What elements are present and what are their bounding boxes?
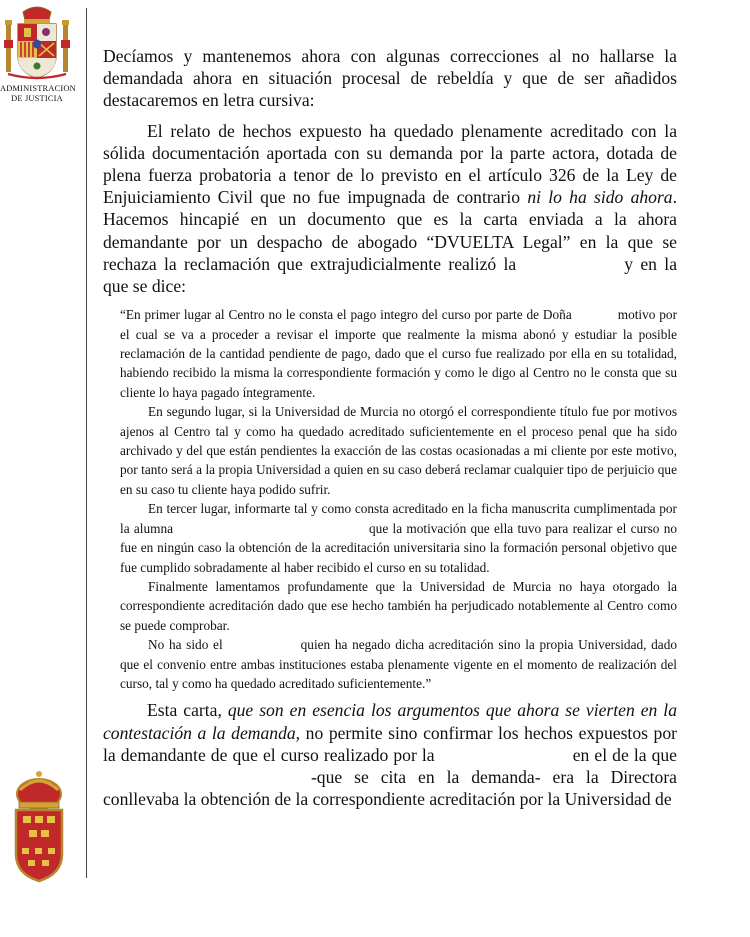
conclusion-text-2: en el <box>572 744 608 765</box>
seal-caption <box>0 84 74 104</box>
conclusion-text-4: -que se cita en la demanda- era la Directora conllevaba la obtención de la correspondiente acreditación por la Universidad de <box>103 766 677 810</box>
quote-3-text-a: En tercer lugar, informarte tal y como consta acreditado en la ficha manuscrita cumplimentada por la alumna <box>120 501 677 536</box>
quote-5-text-b: quien ha negado dicha acreditación sino la propia Universidad, dado que el convenio entre ambas instituciones estaba plenamente vigente en el momento de realización del curso, tal y como ha quedado acreditado suficientemente.” <box>120 637 677 691</box>
seal-caption-line1: ADMINISTRACION <box>0 84 76 93</box>
quote-paragraph-3 <box>120 499 677 577</box>
quote-paragraph-4: Finalmente lamentamos profundamente que la Universidad de Murcia no haya otorgado la correspondiente acreditación dado que ese hecho también ha perjudicado notablemente al Centro como se puede comprobar. <box>120 578 677 633</box>
quote-3-text-b: que la motivación que ella tuvo para realizar el curso no fue en ningún caso la obtención de la acreditación universitaria sino la formación personal objetivo que fue cumplido sobradamente al haber recibido el curso en su totalidad. <box>120 520 677 575</box>
facts-italic: ni lo ha sido ahora <box>527 187 673 208</box>
quote-paragraph-5 <box>120 635 677 693</box>
conclusion-text-1: no permite sino confirmar los hechos expuestos por la demandante de que el curso realizado por la <box>103 722 677 765</box>
quote-1-text-a: “En primer lugar al Centro no le consta el pago integro del curso por parte de Doña <box>120 307 572 323</box>
document-body <box>103 45 677 810</box>
quote-paragraph-1 <box>120 305 677 402</box>
quote-5-text-a: No ha sido el <box>148 637 223 653</box>
murcia-coat-of-arms-icon <box>10 768 68 883</box>
conclusion-italic: que son en esencia los argumentos que ahora se vierten en la contestación a la demanda, <box>103 700 677 743</box>
facts-text-2: . Hacemos hincapié en un documento que es la carta enviada a la ahora demandante por un despacho de abogado “DVUELTA Legal” en la que se rechaza la reclamación que extrajudicialmente realizó la <box>103 187 678 274</box>
intro-paragraph: Decíamos y mantenemos ahora con algunas correcciones al no hallarse la demandada ahora en situación procesal de rebeldía y que de ser añadidos destacaremos en letra cursiva: <box>103 46 677 111</box>
seal-caption-line2: DE JUSTICIA <box>11 94 63 103</box>
margin-rule <box>86 8 87 878</box>
spain-coat-of-arms-icon <box>4 2 70 84</box>
facts-paragraph <box>103 120 677 298</box>
quote-paragraph-2: En segundo lugar, si la Universidad de Murcia no otorgó el correspondiente título fue por motivos ajenos al Centro tal y como ha quedado acreditado suficientemente en el proceso penal que ha sido archivado y del que están pendientes la exacción de las costas ocasionadas a mi cliente por este motivo, por tanto será a la propia Universidad a quien en su caso deberá reclamar cualquier tipo de perjuicio que en su caso tu cliente haya podido sufrir. <box>120 404 677 497</box>
quoted-letter <box>120 305 677 693</box>
conclusion-lead: Esta carta, <box>147 700 228 721</box>
conclusion-paragraph <box>103 699 677 810</box>
facts-text-1: El relato de hechos expuesto ha quedado plenamente acreditado con la sólida documentación aportada con su demanda por la parte actora, dotada de plena fuerza probatoria a tenor de lo previsto en el artículo 326 de la Ley de Enjuiciamiento Civil que no fue impugnada de contrario <box>103 120 677 208</box>
facts-text-3: y en la que se dice: <box>103 253 677 297</box>
quote-1-text-b: motivo por el cual se va a proceder a revisar el importe que realmente la misma abonó y estudiar la posible reclamación de la cantidad pendiente de pago, dado que el curso fue realizado por ella en su totalidad, habiendo recibido la misma la correspondiente formación y como le digo al Centro no le consta que su cliente lo haya pagado íntegramente. <box>120 307 678 400</box>
conclusion-text-3: de la que <box>612 744 677 765</box>
